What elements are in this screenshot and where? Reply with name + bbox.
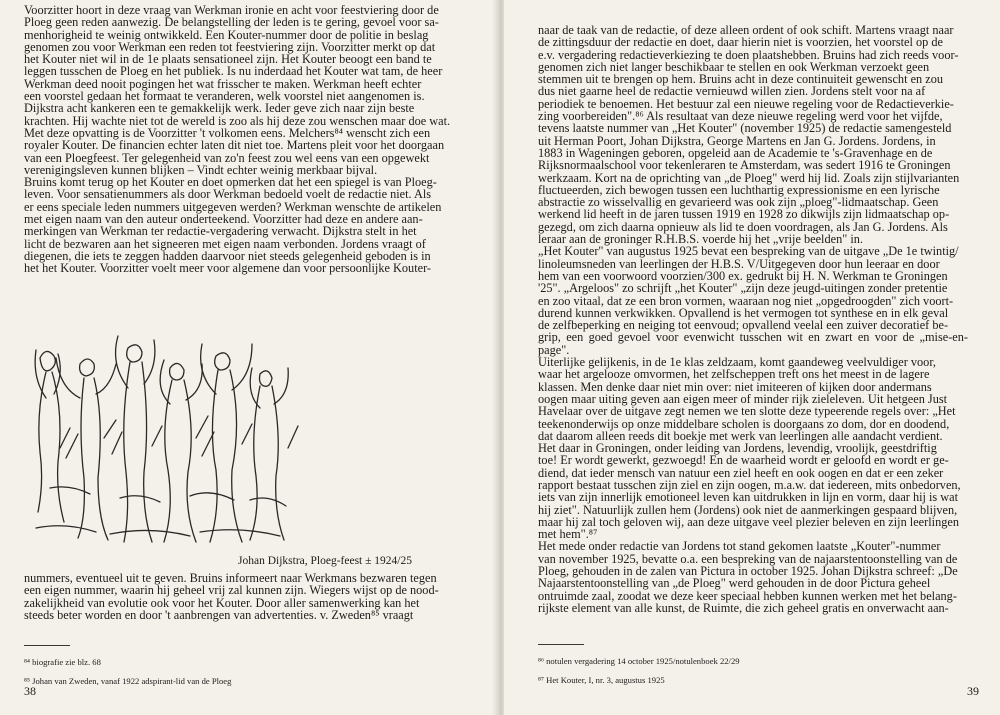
text-line: verenigingsleven kunnen blijken – Vindt echter weinig merkbaar bijval.	[24, 162, 378, 177]
text-line: stemmen uit te brengen op hem. Bruins acht in deze continuiteit gewenscht en zou	[538, 72, 943, 87]
text-line: naar de taak van de redactie, of deze alleen ordent of ook schift. Martens vraagt naar	[538, 23, 954, 37]
text-line: het Kouter niet wil in de 1e plaats sensationeel zijn. Het Kouter beoogt een band te	[24, 52, 432, 67]
text-line: oogen maar uiting geven aan eigen meer of minder rijk zieleleven. Uit hetgeen Just	[538, 391, 948, 406]
text-line: de zittingsduur der redactie en doet, daar hierin niet is voorzien, het voorstel op de	[538, 35, 943, 50]
text-line: dat daarom alleen reeds dit boekje met werk van leerlingen alle aandacht verdient.	[538, 428, 943, 443]
footnote: ⁸⁵ Johan van Zweden, vanaf 1922 adspirant-lid van de Ploeg	[24, 675, 232, 686]
text-line: maar hij zal toch geloven wij, aan deze uitgave veel plezier beleven en zijn leerlingen	[538, 514, 959, 529]
text-line: Rijksnormaalschool voor tekenleraren te Amsterdam, was sedert 1916 te Groningen	[538, 158, 951, 173]
text-line: rijkste element van alle kunst, de Ruimte, die zich geheel gratis en onverwacht aan-	[538, 600, 949, 615]
figure-caption: Johan Dijkstra, Ploeg-feest ± 1924/25	[238, 555, 412, 567]
text-line: genomen zou voor Werkman een reden tot feestviering zijn. Voorzitter merkt op dat	[24, 39, 436, 54]
text-line: een eigen nummer, waarin hij geheel vrij zal kunnen zijn. Wiegers wijst op de nood-	[24, 583, 439, 598]
text-line: fluctueerden, zich bewogen tussen een luchthartig expressionisme en een lyrische	[538, 182, 940, 197]
text-line: grip, een goed gevoel voor evenwicht tusschen wit en zwart en voor de „mise-en-page".	[538, 330, 968, 357]
text-line: Havelaar over de uitgave zegt nemen we ten slotte deze typeerende regels over: „Het	[538, 404, 956, 419]
right-body-text	[538, 24, 968, 614]
text-line: Het daar in Groningen, onder leiding van Jordens, levendig, vroolijk, geestdriftig	[538, 441, 937, 456]
text-line: „Het Kouter" van augustus 1925 bevat een bespreking van de uitgave „De 1e twintig/	[538, 244, 959, 259]
text-line: genomen zich niet langer beschikbaar te stellen en ook Werkman verzoekt geen	[538, 59, 930, 74]
text-line: leraar aan de groninger R.H.B.S. voerde hij het „vrije beelden" in.	[538, 232, 863, 247]
text-line: Dijkstra acht kankeren een te gemakkelijk werk. Ieder geve zich naar zijn beste	[24, 101, 415, 116]
right-footnotes	[538, 647, 968, 694]
footnote-rule	[538, 644, 584, 645]
text-line: hem van een voorwoord voorzien/300 ex. gedrukt bij H. N. Werkman te Groningen	[538, 268, 948, 283]
text-line: steeds beter worden en door 't aanbrengen van advertenties. v. Zweden⁸⁵ vraagt	[24, 607, 414, 622]
text-line: waar het argelooze omvormen, het zelfscheppen treft ons het meest in de lagere	[538, 367, 930, 382]
text-line: Met deze opvatting is de Voorzitter 't volkomen eens. Melchers⁸⁴ wenscht zich een	[24, 125, 431, 140]
text-line: durend kunnen verkwikken. Opvallend is het vermogen tot synthese en in elk geval	[538, 305, 949, 320]
sketch-illustration	[20, 328, 320, 548]
text-line: 1883 in Wageningen geboren, opgeleid aan de Academie te 's-Gravenhage en de	[538, 145, 933, 160]
text-line: toe! Er wordt gewerkt, gezwoegd! En de waarheid wordt er geloofd en wordt er ge-	[538, 453, 949, 468]
text-line: werkend lid heeft in de jaren tussen 1919 en 1928 zo dikwijls zijn lidmaatschap op-	[538, 207, 950, 222]
text-line: een voorstel gedaan het formaat te veranderen, welk voorstel niet aangenomen is.	[24, 89, 425, 104]
text-line: e.v. vergadering redactieverkiezing te doen plaatshebben. Bruins had zich reeds voor-	[538, 47, 959, 62]
text-line: diegenen, die iets te zeggen hadden daarvoor niet steeds gelegenheid geboden is in	[24, 248, 431, 263]
text-line: zakelijkheid van evolutie ook voor het Kouter. Door aller samenwerking kan het	[24, 595, 420, 610]
text-line: teekenonderwijs op onze middelbare scholen is doorgaans zo dom, dor en doodend,	[538, 416, 950, 431]
footnote: ⁸⁷ Het Kouter, I, nr. 3, augustus 1925	[538, 674, 665, 685]
text-line: hij ziet". Natuurlijk zullen hem (Jordens) ook niet de aanmerkingen gespaard blijven,	[538, 502, 958, 517]
text-line: rapport bestaat tusschen zijn ziel en zijn oogen, m.a.w. dat iedereen, mits onbedorven,	[538, 477, 961, 492]
text-line: dus niet gaarne heel de redactie vernieuwd willen zien. Jordens stelt voor na af	[538, 84, 926, 99]
text-line: diend, dat ieder mensch van natuur een ziel heeft en ook oogen en dat er een zeker	[538, 465, 944, 480]
text-line: gezegd, om zich daarna opnieuw als lid te doen voordragen, als Jan G. Jordens. Als	[538, 219, 948, 234]
text-line: licht de bezwaren aan het signeeren met eigen naam verbonden. Jordens vraagt of	[24, 236, 426, 251]
text-line: met hem".⁸⁷	[538, 527, 598, 542]
text-line: uit Herman Poort, Johan Dijkstra, George Martens en Jan G. Jordens. Jordens, in	[538, 133, 936, 148]
text-line: ontruimde zaal, zoodat we deze keer speciaal hebben kunnen werken met het belang-	[538, 588, 957, 603]
left-page	[0, 0, 496, 715]
text-line: van november 1925, bevatte o.a. een bespreking van de najaarstentoonstelling van de	[538, 551, 958, 566]
text-line: linoleumsneden van leerlingen der H.B.S. V/Uitgegeven door hun leeraar en door	[538, 256, 940, 271]
left-body-text-bottom	[24, 572, 462, 621]
text-line: merkingen van Werkman ter redactie-vergadering verwacht. Dijkstra stelt in het	[24, 224, 417, 239]
left-footnotes	[24, 648, 454, 695]
text-line: tevens laatste nummer van „Het Kouter" (november 1925) de redactie samengesteld	[538, 121, 952, 136]
text-line: menhorigheid te weinig ontwikkeld. Een Kouter-nummer door de politie in beslag	[24, 27, 429, 42]
text-line: Voorzitter hoort in deze vraag van Werkman ironie en acht voor feestviering door de	[24, 3, 439, 17]
text-line: Ploeg geen reden aanwezig. De belangstelling der leden is te gering, gevoel voor sa-	[24, 15, 439, 30]
text-line: periodiek te benoemen. Het bestuur zal een nieuwe regeling voor de Redactieverkie-	[538, 96, 954, 111]
text-line: Ploeg, gehouden in de zalen van Pictura in october 1925. Johan Dijkstra schreef: „De	[538, 564, 958, 579]
right-page	[504, 0, 1000, 715]
left-body-text-top	[24, 4, 462, 275]
text-line: abstractie zo wisselvallig en gevarieerd was ook zijn „ploeg"-lidmaatschap. Geen	[538, 195, 939, 210]
text-line: Bruins komt terug op het Kouter en doet opmerken dat het een spiegel is van Ploeg-	[24, 175, 437, 190]
text-line: leven. Voor sensatienummers als door Werkman bedoeld voelt de redactie niet. Als	[24, 187, 432, 202]
page-number-left: 38	[24, 684, 36, 698]
text-line: van een Ploegfeest. Ter gelegenheid van zo'n feest zou wel eens van een opgewekt	[24, 150, 430, 165]
text-line: klassen. Men denke daar niet min over: niet imiteeren of kijken door andermans	[538, 379, 932, 394]
page-number-right: 39	[967, 684, 979, 698]
text-line: en zoo vitaal, dat ze een bron vormen, waaraan nog niet „opgedroogden" zich voort-	[538, 293, 954, 308]
text-line: het het Kouter. Voorzitter voelt meer voor algemene dan voor persoonlijke Kouter-	[24, 261, 432, 276]
text-line: er eens speciale leden nummers uitgegeven werden? Werkman wenschte de artikelen	[24, 199, 442, 214]
text-line: met eigen naam van den auteur onderteekend. Voorzitter had deze en andere aan-	[24, 212, 423, 227]
ploeg-feest-drawing	[20, 328, 320, 548]
text-line: leggen tusschen de Ploeg en het publiek. Is nu inderdaad het Kouter wat tam, de heer	[24, 64, 443, 79]
text-line: nummers, eventueel uit te geven. Bruins informeert naar Werkmans bezwaren tegen	[24, 571, 437, 585]
footnote: ⁸⁶ notulen vergadering 14 october 1925/notulenboek 22/29	[538, 655, 740, 666]
text-line: Werkman deed nooit pogingen het wat frisscher te maken. Werkman heeft echter	[24, 76, 422, 91]
text-line: krachten. Hij wachte niet tot de wereld is zoo als hij deze zou wenschen maar doe wat.	[24, 113, 451, 128]
footnote: ⁸⁴ biografie zie blz. 68	[24, 656, 101, 667]
text-line: '25". „Argeloos" zo schrijft „het Kouter" „zijn deze jeugd-uitingen zonder pretentie	[538, 281, 948, 296]
text-line: Uiterlijke gelijkenis, in de 1e klas zeldzaam, komt gaandeweg veelvuldiger voor,	[538, 355, 936, 370]
text-line: zing voorbereiden".⁸⁶ Als resultaat van deze nieuwe regeling werd voor het vijfde,	[538, 109, 943, 124]
text-line: Het mede onder redactie van Jordens tot stand gekomen laatste „Kouter"-nummer	[538, 539, 941, 554]
text-line: Najaarstentoonstelling van „de Ploeg" werd gehouden in de door Pictura geheel	[538, 576, 931, 591]
text-line: royaler Kouter. De financien echter laten dit niet toe. Martens pleit voor het doorgaan	[24, 138, 445, 153]
text-line: werkzaam. Kort na de oprichting van „de Ploeg" werd hij lid. Zoals zijn stijlvarianten	[538, 170, 960, 185]
footnote-rule	[24, 645, 70, 646]
text-line: de zelfbeperking en neiging tot eenvoud; opvallend veelal een zuiver decoratief be-	[538, 318, 949, 333]
text-line: iets van zijn innerlijk emotioneel leven kan uitdrukken in lijn en vorm, daar hij is wat	[538, 490, 959, 505]
